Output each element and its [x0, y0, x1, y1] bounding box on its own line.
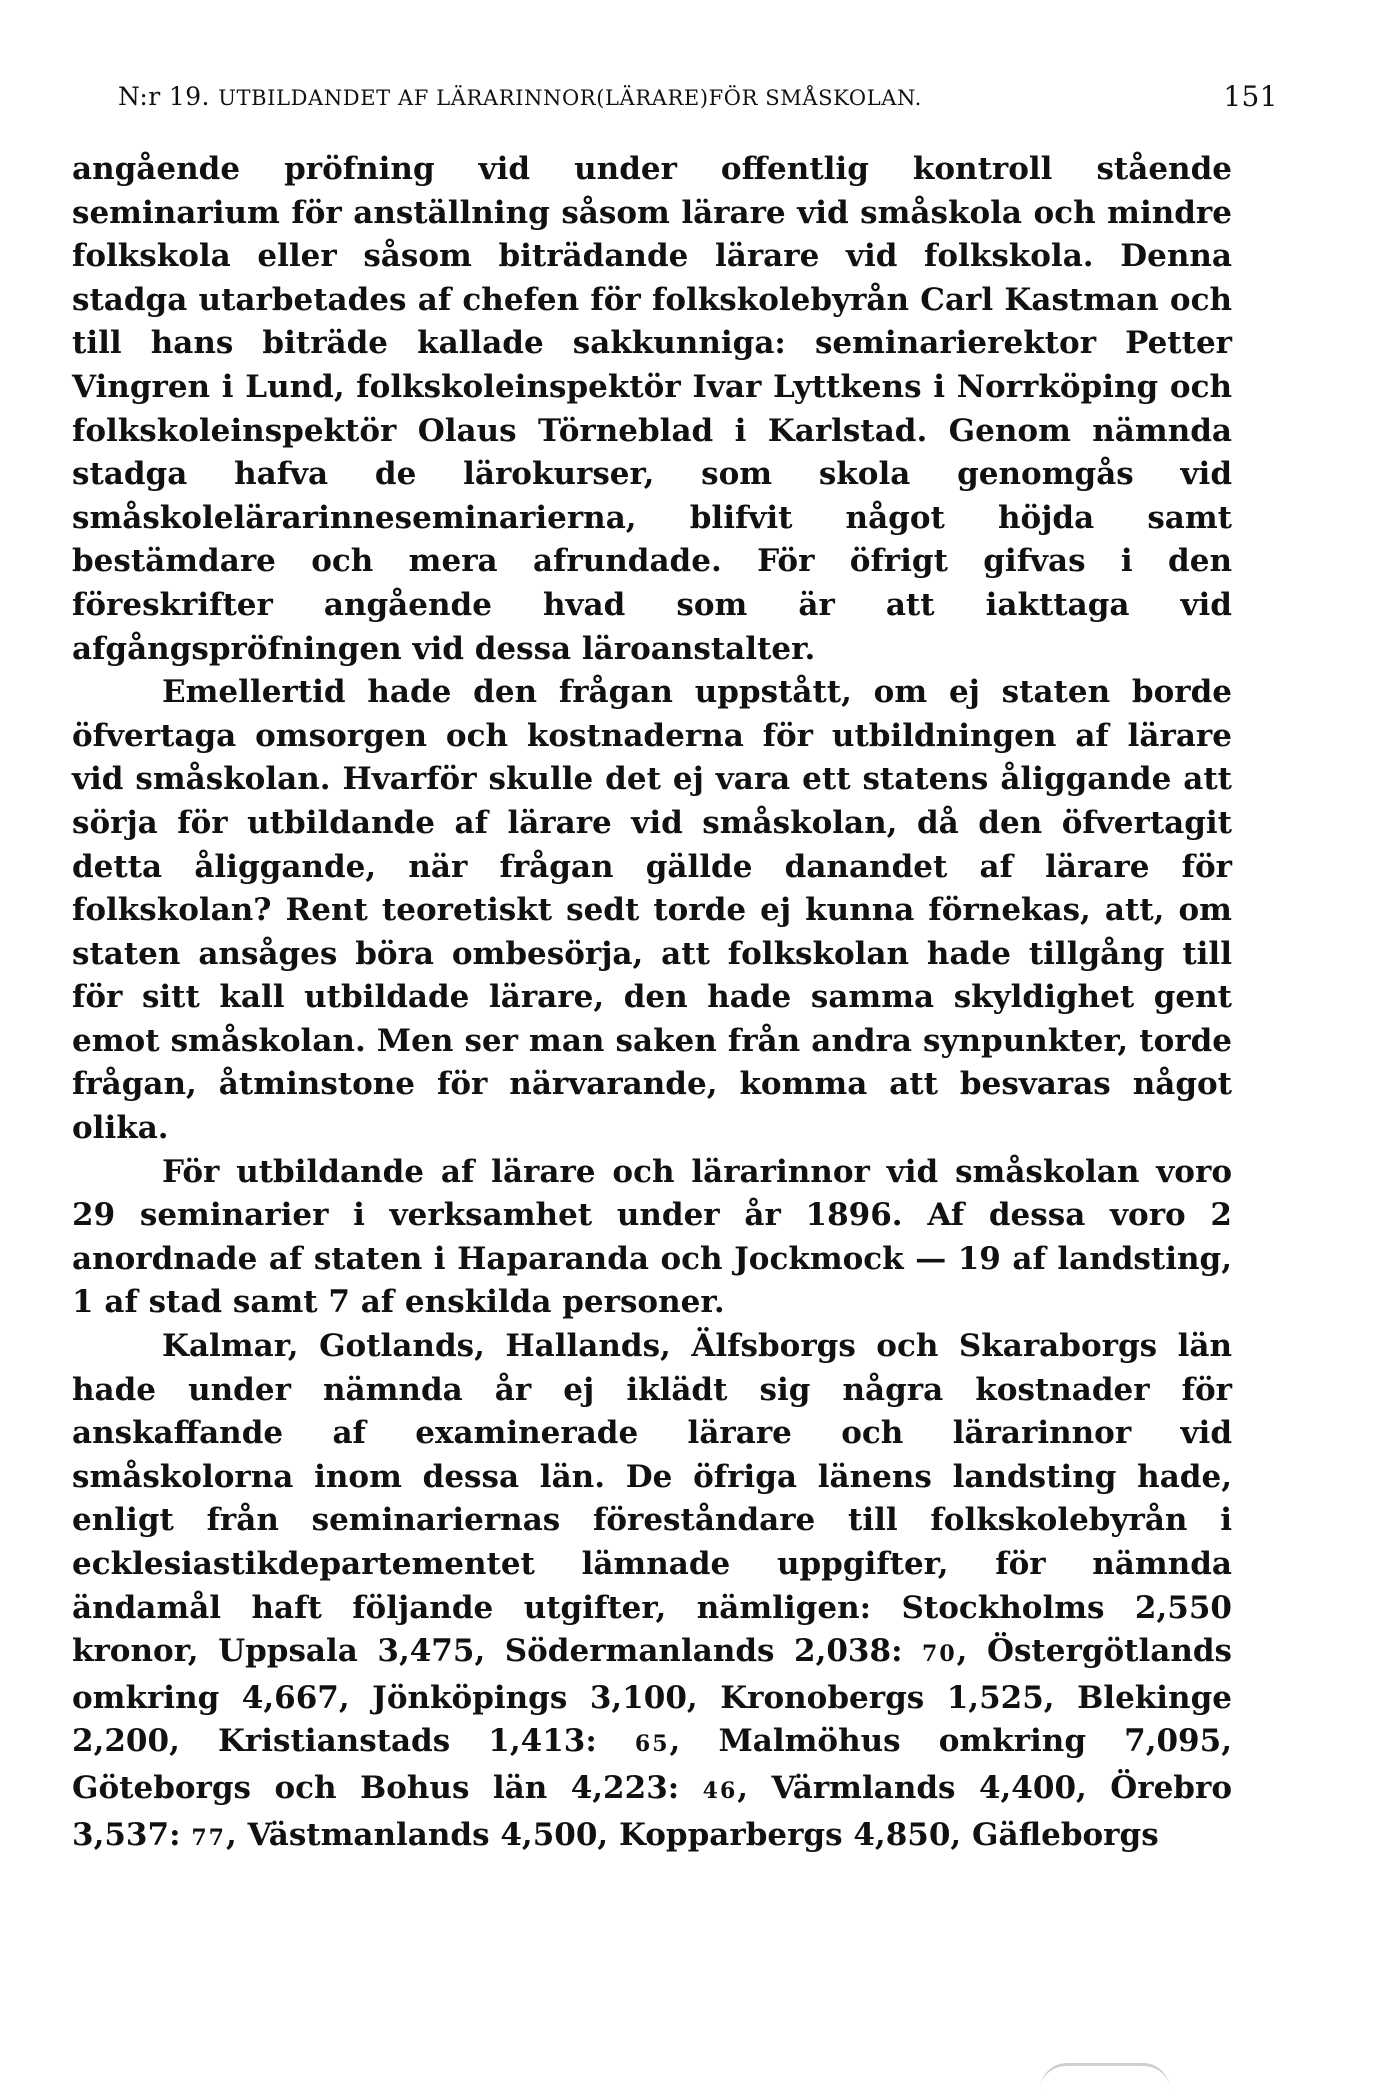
- body-text: [72, 148, 1232, 1860]
- bleed-through-mark: [1040, 2063, 1170, 2090]
- ore-amount: 77: [191, 1824, 226, 1851]
- header-number: N:r 19.: [118, 82, 210, 111]
- paragraph-text: Kalmar, Gotlands, Hallands, Älfsborgs och Skaraborgs län hade under nämnda år ej iklädt sig några kostnader för anskaffande af examinerade lärare och lärarinnor vid småskolorna inom dessa län. De öfriga länens landsting hade, enligt från seminariernas föreståndare till folkskolebyrån i ecklesiastikdepartementet lämnade uppgifter, för nämnda ändamål haft följande utgifter, nämligen: Stockholms 2,550 kronor, Uppsala 3,475, Södermanlands 2,038:: [72, 1328, 1232, 1670]
- running-header: [118, 82, 1278, 122]
- paragraph-expenditures: [72, 1325, 1232, 1860]
- paragraph-continued: angående pröfning vid under offentlig kontroll stående seminarium för anställning såsom lärare vid småskola och mindre folkskola eller såsom biträdande lärare vid folkskola. Denna stadga utarbetades af chefen för folkskolebyrån Carl Kastman och till hans biträde kallade sakkunniga: seminarierektor Petter Vingren i Lund, folkskoleinspektör Ivar Lyttkens i Norrköping och folkskoleinspektör Olaus Törneblad i Karlstad. Genom nämnda stadga hafva de lärokurser, som skola genomgås vid småskolelärarinneseminarierna, blifvit något höjda samt bestämdare och mera afrundade. För öfrigt gifvas i den föreskrifter angående hvad som är att iakttaga vid afgångspröfningen vid dessa läroanstalter.: [72, 151, 1232, 667]
- paragraph-text: , Västmanlands 4,500, Kopparbergs 4,850, Gäfleborgs: [225, 1816, 1159, 1853]
- paragraph-text: , Värmlands 4,400, Örebro 3,537:: [72, 1769, 1232, 1853]
- paragraph-text: , Östergötlands omkring 4,667, Jönköpings 3,100, Kronobergs 1,525, Blekinge 2,200, Kristianstads 1,413:: [72, 1633, 1233, 1760]
- document-page: [72, 0, 1278, 2090]
- header-title: UTBILDANDET AF LÄRARINNOR(LÄRARE)FÖR SMÅSKOLAN.: [218, 86, 922, 110]
- ore-amount: 46: [702, 1777, 738, 1804]
- paragraph-text: , Malmöhus omkring 7,095, Göteborgs och Bohus län 4,223:: [72, 1723, 1232, 1806]
- paragraph: För utbildande af lärare och lärarinnor vid småskolan voro 29 seminarier i verksamhet under år 1896. Af dessa voro 2 anordnade af staten i Haparanda och Jockmock — 19 af landsting, 1 af stad samt 7 af enskilda personer.: [72, 1153, 1232, 1321]
- ore-amount: 70: [922, 1641, 957, 1668]
- paragraph: Emellertid hade den frågan uppstått, om ej staten borde öfvertaga omsorgen och kostnaderna för utbildningen af lärare vid småskolan. Hvarför skulle det ej vara ett statens åliggande att sörja för utbildande af lärare vid småskolan, då den öfvertagit detta åliggande, när frågan gällde danandet af lärare för folkskolan? Rent teoretiskt sedt torde ej kunna förnekas, att, om staten ansåges böra ombesörja, att folkskolan hade tillgång till för sitt kall utbildade lärare, den hade samma skyldighet gent emot småskolan. Men ser man saken från andra synpunkter, torde frågan, åtminstone för närvarande, komma att besvaras något olika.: [72, 674, 1232, 1147]
- page-number: 151: [1223, 80, 1278, 113]
- ore-amount: 65: [634, 1731, 670, 1758]
